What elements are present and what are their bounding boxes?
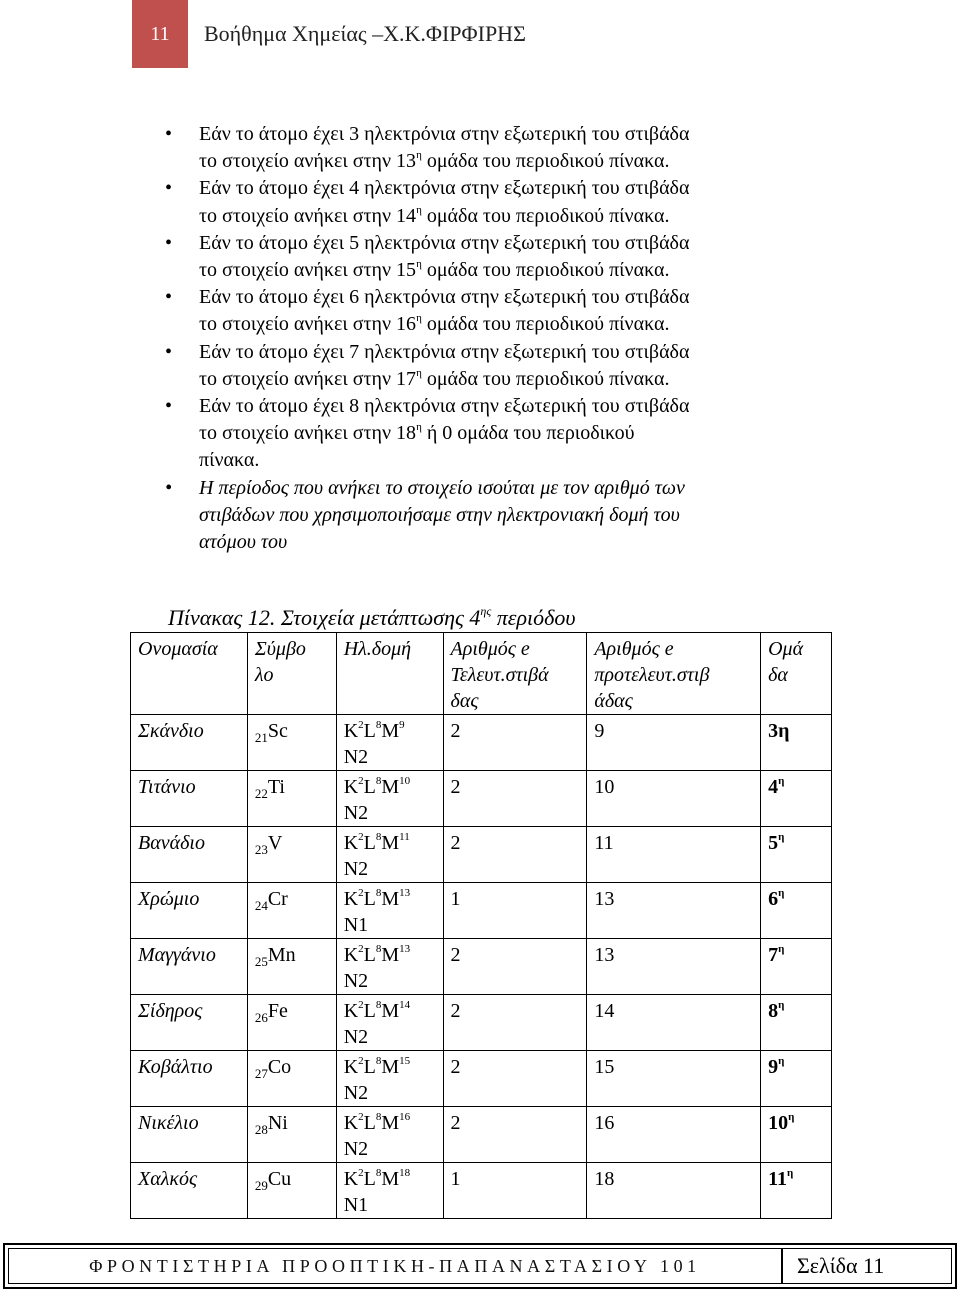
bullet-line: Εάν το άτομο έχει 4 ηλεκτρόνια στην εξωτερική του στιβάδα xyxy=(199,177,690,200)
bullet-line: Εάν το άτομο έχει 5 ηλεκτρόνια στην εξωτερική του στιβάδα xyxy=(199,231,690,254)
footer-frame xyxy=(8,1248,952,1284)
caption-text: περιόδου xyxy=(491,605,576,630)
table-body xyxy=(131,715,832,1219)
ordinal-sup: η xyxy=(416,366,422,379)
element-name-cell: Χρώμιο xyxy=(131,883,248,939)
element-name-cell: Τιτάνιο xyxy=(131,771,248,827)
last-shell-cell: 2 xyxy=(443,715,587,771)
group-cell: $4^\eta$ xyxy=(761,771,832,827)
bullet-line: το στοιχείο ανήκει στην 18 xyxy=(199,422,417,445)
prev-shell-cell: 13 xyxy=(587,883,761,939)
header-cell: Αριθμός e Τελευτ.στιβά δας xyxy=(443,633,587,715)
bullet-line: Εάν το άτομο έχει 8 ηλεκτρόνια στην εξωτερική του στιβάδα xyxy=(199,395,690,418)
config-cell: $K^2L^8M^{13}$ N1 xyxy=(336,883,443,939)
last-shell-cell: 1 xyxy=(443,883,587,939)
bullet-line: το στοιχείο ανήκει στην 16 xyxy=(199,313,417,336)
bullet-line: ομάδα του περιοδικού πίνακα. xyxy=(421,150,670,173)
bullet-line: ομάδα του περιοδικού πίνακα. xyxy=(421,313,670,336)
config-cell: $K^2L^8M^{13}$ N2 xyxy=(336,939,443,995)
transition-elements-table xyxy=(130,632,832,1219)
bullet-item xyxy=(165,393,815,475)
bullet-line: στιβάδων που χρησιμοποιήσαμε στην ηλεκτρονιακή δομή του xyxy=(199,503,680,526)
prev-shell-cell: 14 xyxy=(587,995,761,1051)
group-cell: $6^\eta$ xyxy=(761,883,832,939)
table-row xyxy=(131,995,832,1051)
table-row xyxy=(131,883,832,939)
config-cell: $K^2L^8M^9$ N2 xyxy=(336,715,443,771)
header-cell: Ομά δα xyxy=(761,633,832,715)
element-name-cell: Βανάδιο xyxy=(131,827,248,883)
caption-sup: ης xyxy=(480,604,492,618)
prev-shell-cell: 16 xyxy=(587,1107,761,1163)
page-number-badge xyxy=(132,0,188,68)
symbol-cell: $_{21}$Sc xyxy=(247,715,336,771)
symbol-cell: $_{23}$V xyxy=(247,827,336,883)
group-cell: $7^\eta$ xyxy=(761,939,832,995)
element-name-cell: Σίδηρος xyxy=(131,995,248,1051)
element-name-cell: Κοβάλτιο xyxy=(131,1051,248,1107)
page-number: 11 xyxy=(150,22,170,45)
last-shell-cell: 1 xyxy=(443,1163,587,1219)
bullet-line: Η περίοδος που ανήκει το στοιχείο ισούται με τον αριθμό των xyxy=(199,476,685,499)
symbol-cell: $_{26}$Fe xyxy=(247,995,336,1051)
last-shell-cell: 2 xyxy=(443,771,587,827)
header-cell: Ηλ.δομή xyxy=(336,633,443,715)
last-shell-cell: 2 xyxy=(443,1107,587,1163)
ordinal-sup: η xyxy=(416,258,422,271)
symbol-cell: $_{28}$Ni xyxy=(247,1107,336,1163)
element-name-cell: Σκάνδιο xyxy=(131,715,248,771)
bullet-item xyxy=(165,121,815,175)
element-name-cell: Νικέλιο xyxy=(131,1107,248,1163)
prev-shell-cell: 18 xyxy=(587,1163,761,1219)
element-name-cell: Μαγγάνιο xyxy=(131,939,248,995)
table-row xyxy=(131,771,832,827)
symbol-cell: $_{25}$Mn xyxy=(247,939,336,995)
table-caption xyxy=(168,605,575,631)
page-footer xyxy=(3,1243,957,1289)
ordinal-sup: η xyxy=(416,312,422,325)
header-cell: Αριθμός e προτελευτ.στιβ άδας xyxy=(587,633,761,715)
config-cell: $K^2L^8M^{18}$ N1 xyxy=(336,1163,443,1219)
symbol-cell: $_{22}$Ti xyxy=(247,771,336,827)
ordinal-sup: η xyxy=(416,203,422,216)
last-shell-cell: 2 xyxy=(443,995,587,1051)
footer-page-label: Σελίδα 11 xyxy=(797,1253,885,1278)
bullet-line: το στοιχείο ανήκει στην 15 xyxy=(199,259,417,282)
last-shell-cell: 2 xyxy=(443,827,587,883)
group-cell: $5^\eta$ xyxy=(761,827,832,883)
header-cell: Σύμβο λο xyxy=(247,633,336,715)
bullet-line: ομάδα του περιοδικού πίνακα. xyxy=(421,204,670,227)
config-cell: $K^2L^8M^{10}$ N2 xyxy=(336,771,443,827)
bullet-line: ομάδα του περιοδικού πίνακα. xyxy=(421,367,670,390)
caption-text: Πίνακας 12. Στοιχεία μετάπτωσης 4 xyxy=(168,605,481,630)
prev-shell-cell: 13 xyxy=(587,939,761,995)
bullet-item xyxy=(165,339,815,393)
prev-shell-cell: 15 xyxy=(587,1051,761,1107)
table-header-row xyxy=(131,633,832,715)
symbol-cell: $_{29}$Cu xyxy=(247,1163,336,1219)
bullet-line: το στοιχείο ανήκει στην 14 xyxy=(199,204,417,227)
bullet-item xyxy=(165,284,815,338)
ordinal-sup: η xyxy=(416,149,422,162)
bullet-line: ή 0 ομάδα του περιοδικού xyxy=(421,422,635,445)
group-cell: $8^\eta$ xyxy=(761,995,832,1051)
config-cell: $K^2L^8M^{16}$ N2 xyxy=(336,1107,443,1163)
header-cell: Ονομασία xyxy=(131,633,248,715)
table-row xyxy=(131,1163,832,1219)
config-cell: $K^2L^8M^{14}$ N2 xyxy=(336,995,443,1051)
bullet-line: το στοιχείο ανήκει στην 17 xyxy=(199,367,417,390)
ordinal-sup: η xyxy=(416,421,422,434)
table-row xyxy=(131,827,832,883)
element-name-cell: Χαλκός xyxy=(131,1163,248,1219)
bullet-item-period xyxy=(165,475,815,557)
bullet-list xyxy=(165,121,815,556)
footer-institution: ΦΡΟΝΤΙΣΤΗΡΙΑ ΠΡΟΟΠΤΙΚΗ-ΠΑΠΑΝΑΣΤΑΣΙΟΥ 101 xyxy=(9,1249,783,1283)
bullet-line: ομάδα του περιοδικού πίνακα. xyxy=(421,259,670,282)
prev-shell-cell: 9 xyxy=(587,715,761,771)
group-cell: $9^\eta$ xyxy=(761,1051,832,1107)
config-cell: $K^2L^8M^{11}$ N2 xyxy=(336,827,443,883)
symbol-cell: $_{24}$Cr xyxy=(247,883,336,939)
bullet-item xyxy=(165,175,815,229)
bullet-line: Εάν το άτομο έχει 7 ηλεκτρόνια στην εξωτερική του στιβάδα xyxy=(199,340,690,363)
bullet-line: Εάν το άτομο έχει 6 ηλεκτρόνια στην εξωτερική του στιβάδα xyxy=(199,286,690,309)
bullet-line: ατόμου του xyxy=(199,531,288,554)
last-shell-cell: 2 xyxy=(443,1051,587,1107)
group-cell: $10^\eta$ xyxy=(761,1107,832,1163)
table-row xyxy=(131,715,832,771)
symbol-cell: $_{27}$Co xyxy=(247,1051,336,1107)
prev-shell-cell: 10 xyxy=(587,771,761,827)
config-cell: $K^2L^8M^{15}$ N2 xyxy=(336,1051,443,1107)
bullet-item xyxy=(165,230,815,284)
prev-shell-cell: 11 xyxy=(587,827,761,883)
group-cell: 3η xyxy=(761,715,832,771)
last-shell-cell: 2 xyxy=(443,939,587,995)
bullet-line: το στοιχείο ανήκει στην 13 xyxy=(199,150,417,173)
table-row xyxy=(131,939,832,995)
table-row xyxy=(131,1051,832,1107)
bullet-line: Εάν το άτομο έχει 3 ηλεκτρόνια στην εξωτερική του στιβάδα xyxy=(199,123,690,145)
table-row xyxy=(131,1107,832,1163)
group-cell: $11^\eta$ xyxy=(761,1163,832,1219)
bullet-line: πίνακα. xyxy=(199,449,260,472)
header-title: Βοήθημα Χημείας –Χ.Κ.ΦΙΡΦΙΡΗΣ xyxy=(204,21,526,46)
